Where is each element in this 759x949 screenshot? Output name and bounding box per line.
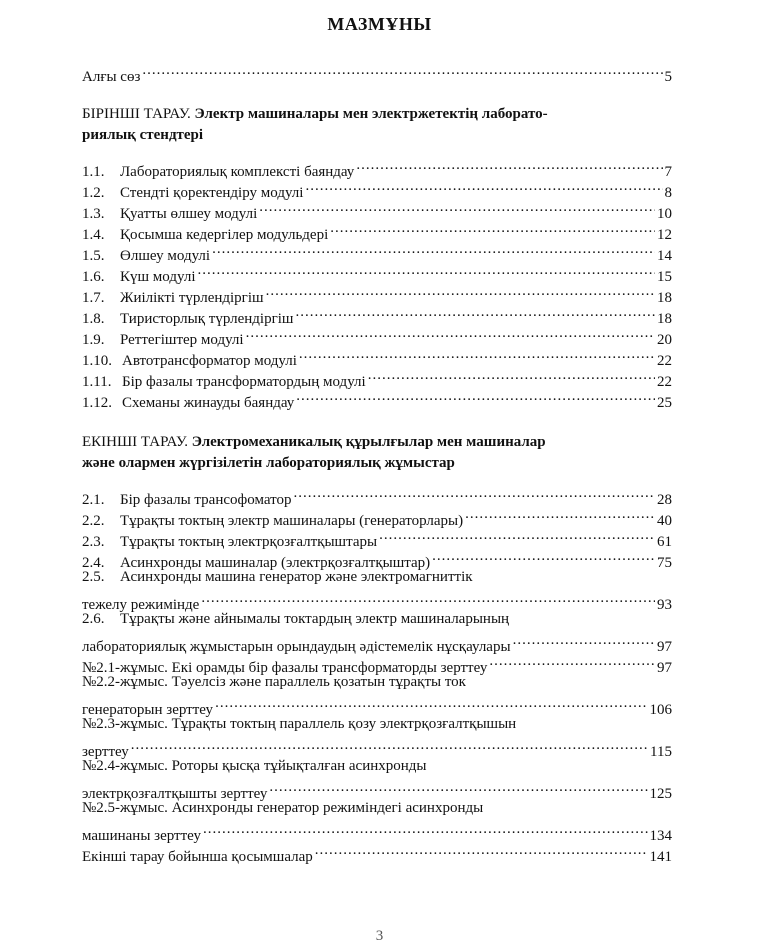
toc-entry (82, 588, 672, 613)
entry-text: Тұрақты және айнымалы токтардың электр машиналарының (120, 611, 510, 627)
entry-page: 20 (657, 332, 672, 348)
entry-number: 1.4. (82, 227, 105, 243)
entry-number: 1.2. (82, 185, 105, 201)
dot-leader (513, 630, 655, 651)
entry-number: 1.11. (82, 374, 112, 390)
entry-text: №2.1-жұмыс. Екі орамды бір фазалы трансформаторды зерттеу (82, 660, 488, 676)
dot-leader (465, 504, 655, 525)
dot-leader (296, 386, 655, 407)
toc-entry (82, 819, 672, 844)
entry-text: Күш модулі (120, 269, 196, 285)
toc-entry (82, 630, 672, 655)
entry-text: Жиілікті түрлендіргіш (120, 290, 264, 306)
dot-leader (259, 197, 655, 218)
entry-text: Қосымша кедергілер модульдері (120, 227, 329, 243)
entry-page: 97 (657, 639, 672, 655)
entry-page: 22 (657, 353, 672, 369)
entry-number: 2.3. (82, 534, 105, 550)
dot-leader (305, 176, 662, 197)
entry-text: Автотрансформатор модулі (122, 353, 297, 369)
entry-page: 75 (657, 555, 672, 571)
entry-page: 7 (664, 164, 672, 180)
entry-number: 1.1. (82, 164, 105, 180)
page-title: МАЗМҰНЫ (327, 14, 432, 34)
entry-text-continued: машинаны зерттеу (82, 828, 201, 844)
dot-leader (269, 777, 647, 798)
entry-number: 1.6. (82, 269, 105, 285)
entry-number: 1.8. (82, 311, 105, 327)
page-number: 3 (375, 928, 384, 944)
entry-number: 2.5. (82, 569, 105, 585)
entry-text: Өлшеу модулі (120, 248, 211, 264)
entry-number: 1.12. (82, 395, 112, 411)
entry-page: 18 (657, 311, 672, 327)
chapter-2-title-line2: және олармен жүргізілетін лабораториялық жұмыстар (82, 455, 455, 471)
entry-page: 15 (657, 269, 672, 285)
toc-entry-line1 (82, 567, 672, 588)
entry-number: 2.1. (82, 492, 105, 508)
entry-text-continued: зерттеу (82, 744, 129, 760)
dot-leader (330, 218, 655, 239)
dot-leader (368, 365, 655, 386)
entry-page: 106 (649, 702, 672, 718)
entry-number: 1.10. (82, 353, 112, 369)
entry-number: 1.3. (82, 206, 105, 222)
chapter-1-title-line1: Электр машиналары мен электржетектің лаборато- (194, 106, 548, 122)
entry-number: 2.6. (82, 611, 105, 627)
entry-number: 1.5. (82, 248, 105, 264)
entry-page: 14 (657, 248, 672, 264)
chapter-1-list (82, 155, 672, 411)
entry-page: 97 (657, 660, 672, 676)
entry-page: 40 (657, 513, 672, 529)
entry-number: 1.7. (82, 290, 105, 306)
toc-entry (82, 155, 672, 180)
chapter-2-list (82, 483, 672, 865)
dot-leader (356, 155, 662, 176)
entry-text-continued: лабораториялық жұмыстарын орындаудың әдістемелік нұсқаулары (82, 639, 511, 655)
dot-leader (246, 323, 655, 344)
chapter-1-title-line2: риялық стендтері (82, 127, 204, 143)
entry-text: Лабораториялық комплексті баяндау (120, 164, 355, 180)
dot-leader (295, 302, 655, 323)
entry-text: №2.3-жұмыс. Тұрақты токтың параллель қозу электрқозғалтқышын (82, 716, 517, 732)
entry-page: 93 (657, 597, 672, 613)
entry-text: Қуатты өлшеу модулі (120, 206, 258, 222)
entry-number: 2.4. (82, 555, 105, 571)
entry-text: Тұрақты токтың электрқозғалтқыштары (120, 534, 378, 550)
entry-text-continued: генераторын зерттеу (82, 702, 214, 718)
toc-entry (82, 735, 672, 760)
chapter-2-prefix: ЕКІНШІ ТАРАУ. (82, 434, 192, 450)
entry-text: Тиристорлық түрлендіргіш (120, 311, 294, 327)
chapter-2-title-line1: Электромеханикалық құрылғылар мен машиналар (191, 434, 546, 450)
entry-text: №2.2-жұмыс. Тәуелсіз және параллель қозатын тұрақты ток (82, 674, 466, 690)
dot-leader (379, 525, 655, 546)
toc-entry (82, 777, 672, 802)
entry-text-continued: электрқозғалтқышты зерттеу (82, 786, 268, 802)
dot-leader (299, 344, 655, 365)
dot-leader (212, 239, 655, 260)
entry-page: 8 (664, 185, 672, 201)
chapter-1-heading (82, 104, 682, 146)
entry-text: №2.4-жұмыс. Роторы қысқа тұйықталған асинхронды (82, 758, 427, 774)
entry-page: 12 (657, 227, 672, 243)
toc-entry (82, 693, 672, 718)
toc-entry (82, 60, 672, 85)
entry-text: Бір фазалы трансофоматор (120, 492, 292, 508)
dot-leader (142, 60, 662, 81)
entry-page: 10 (657, 206, 672, 222)
dot-leader (198, 260, 656, 281)
entry-page: 5 (664, 69, 672, 85)
dot-leader (131, 735, 648, 756)
toc-preface (82, 60, 672, 85)
entry-text: Екінші тарау бойынша қосымшалар (82, 849, 313, 865)
dot-leader (489, 651, 655, 672)
entry-page: 25 (657, 395, 672, 411)
entry-page: 134 (649, 828, 672, 844)
entry-text: Асинхронды машиналар (электрқозғалтқыштар) (120, 555, 431, 571)
entry-page: 28 (657, 492, 672, 508)
entry-text: Алғы сөз (82, 69, 141, 85)
chapter-1-prefix: БІРІНШІ ТАРАУ. (82, 106, 195, 122)
dot-leader (293, 483, 655, 504)
dot-leader (215, 693, 647, 714)
dot-leader (315, 840, 648, 861)
toc-entry-line1 (82, 609, 672, 630)
entry-page: 22 (657, 374, 672, 390)
entry-text: Асинхронды машина генератор және электромагниттік (120, 569, 473, 585)
entry-number: 1.9. (82, 332, 105, 348)
entry-text: Реттегіштер модулі (120, 332, 244, 348)
entry-page: 125 (649, 786, 672, 802)
chapter-2-heading (82, 432, 682, 474)
entry-text: Схеманы жинауды баяндау (122, 395, 295, 411)
entry-page: 115 (650, 744, 672, 760)
entry-text: Бір фазалы трансформатордың модулі (122, 374, 366, 390)
dot-leader (432, 546, 655, 567)
entry-text: Тұрақты токтың электр машиналары (генераторлары) (120, 513, 464, 529)
entry-text: №2.5-жұмыс. Асинхронды генератор режиміндегі асинхронды (82, 800, 484, 816)
entry-text: Стендті қоректендіру модулі (120, 185, 304, 201)
entry-text-continued: тежелу режимінде (82, 597, 200, 613)
toc-entry (82, 483, 672, 508)
dot-leader (266, 281, 655, 302)
dot-leader (201, 588, 655, 609)
entry-page: 61 (657, 534, 672, 550)
entry-page: 141 (649, 849, 672, 865)
dot-leader (203, 819, 648, 840)
entry-page: 18 (657, 290, 672, 306)
entry-number: 2.2. (82, 513, 105, 529)
